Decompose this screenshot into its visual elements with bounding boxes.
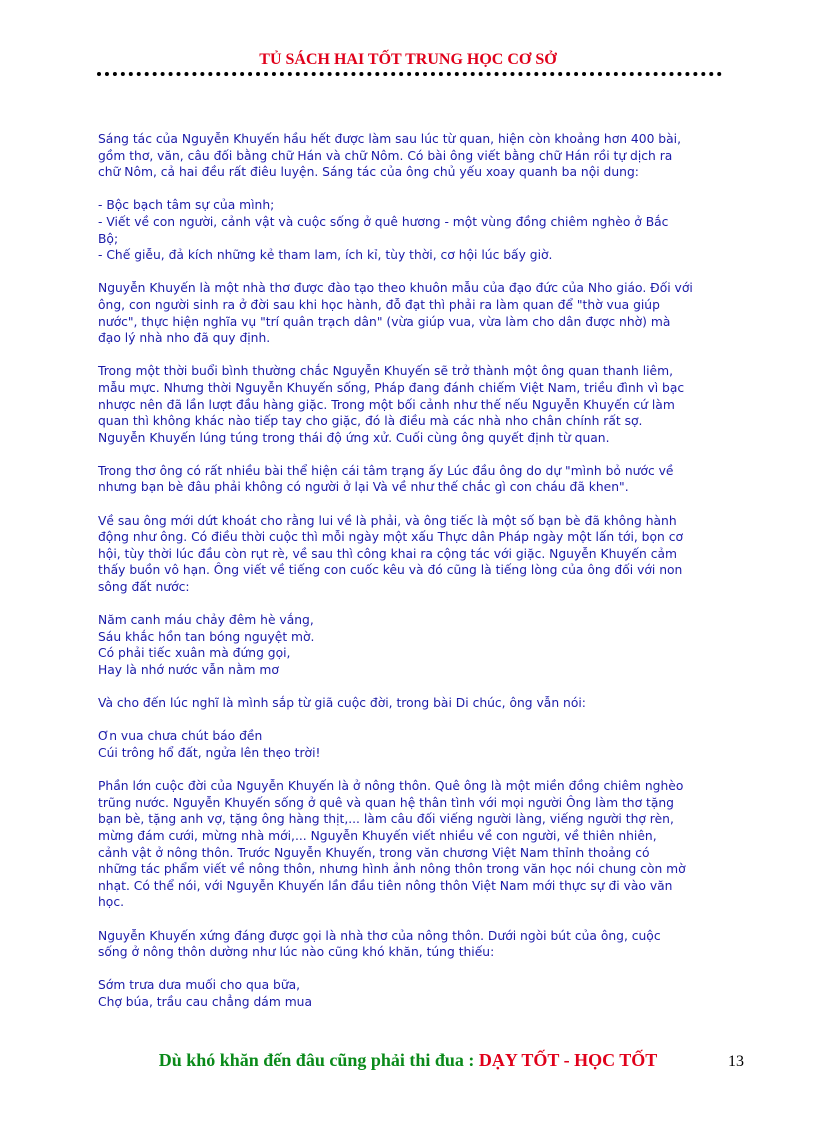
paragraph [98,695,738,712]
text-line: - Bộc bạch tâm sự của mình; [98,198,275,213]
paragraph [98,612,738,678]
text-line: ông, con người sinh ra ở đời sau khi học hành, đỗ đạt thì phải ra làm quan để "thờ vua giúp [98,297,660,312]
text-line: Bộ; [98,231,119,246]
text-line: nhưng bạn bè đâu phải không có người ở lại Và về như thế chắc gì con cháu đã khen". [98,480,629,495]
header-dotted-rule [97,72,722,76]
text-line: Nguyễn Khuyến là một nhà thơ được đào tạo theo khuôn mẫu của đạo đức của Nho giáo. Đối với [98,281,693,296]
paragraph [98,463,738,496]
header-title: TỦ SÁCH HAI TỐT TRUNG HỌC CƠ SỞ [259,51,557,68]
text-line: Chợ búa, trầu cau chẳng dám mua [98,994,313,1009]
text-line: trũng nước. Nguyễn Khuyến sống ở quê và quan hệ thân tình với mọi người Ông làm thơ tặng [98,795,674,810]
text-line: mẫu mực. Nhưng thời Nguyễn Khuyến sống, Pháp đang đánh chiếm Việt Nam, triều đình vì bạc [98,380,685,395]
page-number: 13 [728,1053,744,1070]
text-line: Về sau ông mới dứt khoát cho rằng lui về là phải, và ông tiếc là một số bạn bè đã không hành [98,513,677,528]
text-line: cảnh vật ở nông thôn. Trước Nguyễn Khuyến, trong văn chương Việt Nam thỉnh thoảng có [98,845,650,860]
text-line: Nguyễn Khuyến xứng đáng được gọi là nhà thơ của nông thôn. Dưới ngòi bút của ông, cuộc [98,928,661,943]
footer-slogan [0,1050,816,1071]
text-line: - Viết về con người, cảnh vật và cuộc sống ở quê hương - một vùng đồng chiêm nghèo ở Bắc [98,214,669,229]
paragraph [98,131,738,181]
text-line: Và cho đến lúc nghĩ là mình sắp từ giã cuộc đời, trong bài Di chúc, ông vẫn nói: [98,696,586,711]
text-line: Sáu khắc hồn tan bóng nguyệt mờ. [98,629,315,644]
text-line: quan thì không khác nào tiếp tay cho giặc, đó là điều mà các nhà nho chân chính rất sợ. [98,414,643,429]
text-line: nhược nên đã lần lượt đầu hàng giặc. Trong một bối cảnh như thế nếu Nguyễn Khuyến cứ làm [98,397,675,412]
text-line: hội, tùy thời lúc đầu còn rụt rè, về sau thì công khai ra cộng tác với giặc. Nguyễn Khuyến cảm [98,546,677,561]
text-line: đạo lý nhà nho đã quy định. [98,331,271,346]
paragraph [98,513,738,596]
text-line: Cúi trông hổ đất, ngửa lên thẹo trời! [98,745,321,760]
text-line: nước", thực hiện nghĩa vụ "trí quân trạch dân" (vừa giúp vua, vừa làm cho dân được nhờ) mà [98,314,671,329]
paragraph [98,928,738,961]
text-line: Trong một thời buổi bình thường chắc Nguyễn Khuyến sẽ trở thành một ông quan thanh liêm, [98,364,673,379]
text-line: bạn bè, tặng anh vợ, tặng ông hàng thịt,... làm câu đối viếng người làng, viếng người thợ rèn, [98,812,674,827]
text-line: Phần lớn cuộc đời của Nguyễn Khuyến là ở nông thôn. Quê ông là một miền đồng chiêm nghèo [98,779,684,794]
paragraph [98,977,738,1010]
paragraph [98,280,738,346]
text-line: thấy buồn vô hạn. Ông viết về tiếng con cuốc kêu và đó cũng là tiếng lòng của ông đối với non [98,563,683,578]
paragraph [98,778,738,911]
text-line: Sớm trưa dưa muối cho qua bữa, [98,978,301,993]
document-body [98,131,738,1010]
text-line: Trong thơ ông có rất nhiều bài thể hiện cái tâm trạng ấy Lúc đầu ông do dự "mình bỏ nước về [98,463,674,478]
paragraph [98,363,738,446]
text-line: Năm canh máu chảy đêm hè vắng, [98,613,314,628]
paragraph [98,728,738,761]
text-line: Sáng tác của Nguyễn Khuyến hầu hết được làm sau lúc từ quan, hiện còn khoảng hơn 400 bài, [98,132,681,146]
text-line: động như ông. Có điều thời cuộc thì mỗi ngày một xấu Thực dân Pháp ngày một lấn tới, bọn cơ [98,530,683,545]
text-line: mừng đám cưới, mừng nhà mới,... Nguyễn Khuyến viết nhiều về con người, về thiên nhiên, [98,828,657,843]
text-line: Hay là nhớ nước vẫn nằm mơ [98,663,279,677]
text-line: Ơn vua chưa chút báo đền [98,729,263,744]
text-line: sống ở nông thôn dường như lúc nào cũng khó khăn, túng thiếu: [98,945,495,960]
paragraph [98,197,738,263]
text-line: chữ Nôm, cả hai đều rất điêu luyện. Sáng tác của ông chủ yếu xoay quanh ba nội dung: [98,165,639,180]
text-line: những tác phẩm viết về nông thôn, nhưng hình ảnh nông thôn trong văn học nói chung còn mờ [98,862,686,877]
footer-slogan-emphasis: DẠY TỐT - HỌC TỐT [478,1050,658,1070]
text-line: Có phải tiếc xuân mà đứng gọi, [98,646,291,661]
text-line: - Chế giễu, đả kích những kẻ tham lam, ích kỉ, tùy thời, cơ hội lúc bấy giờ. [98,248,553,263]
text-line: nhạt. Có thể nói, với Nguyễn Khuyến lần đầu tiên nông thôn Việt Nam mới thực sự đi vào văn [98,878,673,893]
text-line: học. [98,895,124,910]
text-line: Nguyễn Khuyến lúng túng trong thái độ ứng xử. Cuối cùng ông quyết định từ quan. [98,430,610,445]
text-line: gồm thơ, văn, câu đối bằng chữ Hán và chữ Nôm. Có bài ông viết bằng chữ Hán rồi tự dịch ra [98,148,673,163]
footer-slogan-text: Dù khó khăn đến đâu cũng phải thi đua : [158,1050,479,1070]
text-line: sông đất nước: [98,580,190,595]
